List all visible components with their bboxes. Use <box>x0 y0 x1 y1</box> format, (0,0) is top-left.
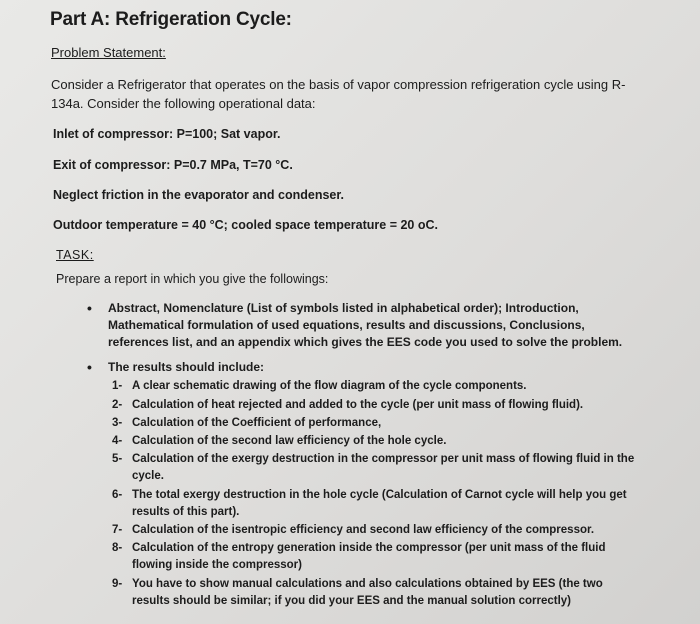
bullet-icon: • <box>87 300 92 316</box>
list-item-number: 2- <box>112 399 123 411</box>
list-item-text: Calculation of the second law efficiency of the hole cycle. <box>132 435 447 447</box>
list-item-number: 3- <box>112 417 123 429</box>
list-item-text: Calculation of the Coefficient of performance, <box>132 417 382 429</box>
list-item-number: 6- <box>112 489 123 501</box>
inlet-condition: Inlet of compressor: P=100; Sat vapor. <box>53 127 281 141</box>
task-intro: Prepare a report in which you give the followings: <box>56 272 329 286</box>
list-item-number: 4- <box>112 435 123 447</box>
list-item-text: Calculation of the isentropic efficiency and second law efficiency of the compressor. <box>132 524 595 536</box>
neglect-friction-note: Neglect friction in the evaporator and condenser. <box>53 188 345 202</box>
bullet-icon: • <box>87 359 92 375</box>
list-item-text: You have to show manual calculations and also calculations obtained by EES (the two results should be similar; if you did your EES and the manual solution correctly) <box>132 578 603 607</box>
list-item-text: The total exergy destruction in the hole cycle (Calculation of Carnot cycle will help you get results of this part). <box>132 489 627 518</box>
list-item-number: 8- <box>112 542 123 554</box>
list-item-text: Calculation of the entropy generation inside the compressor (per unit mass of the fluid flowing inside the compressor) <box>132 542 606 571</box>
exit-condition: Exit of compressor: P=0.7 MPa, T=70 °C. <box>53 158 293 172</box>
page-title: Part A: Refrigeration Cycle: <box>50 9 292 30</box>
problem-statement-heading: Problem Statement: <box>51 45 166 60</box>
task-heading: TASK: <box>56 248 94 262</box>
intro-paragraph: Consider a Refrigerator that operates on the basis of vapor compression refrigeration cycle using R-134a. Consider the following operational data: <box>51 77 626 111</box>
list-item-text: Calculation of the exergy destruction in the compressor per unit mass of flowing fluid in the cycle. <box>132 453 635 482</box>
bullet-text: Abstract, Nomenclature (List of symbols listed in alphabetical order); Introduction, Mathematical formulation of used equations, results and discussions, Conclusions, references list, and an appendix which gives the EES code you used to solve the problem. <box>108 301 623 349</box>
temperature-conditions: Outdoor temperature = 40 °C; cooled space temperature = 20 oC. <box>53 218 438 232</box>
bullet-text: The results should include: <box>108 360 265 374</box>
list-item-number: 7- <box>112 524 123 536</box>
list-item-number: 9- <box>112 578 123 590</box>
list-item-number: 1- <box>112 380 123 392</box>
list-item-text: Calculation of heat rejected and added to the cycle (per unit mass of flowing fluid). <box>132 399 584 411</box>
list-item-text: A clear schematic drawing of the flow diagram of the cycle components. <box>132 380 527 392</box>
list-item-number: 5- <box>112 453 123 465</box>
